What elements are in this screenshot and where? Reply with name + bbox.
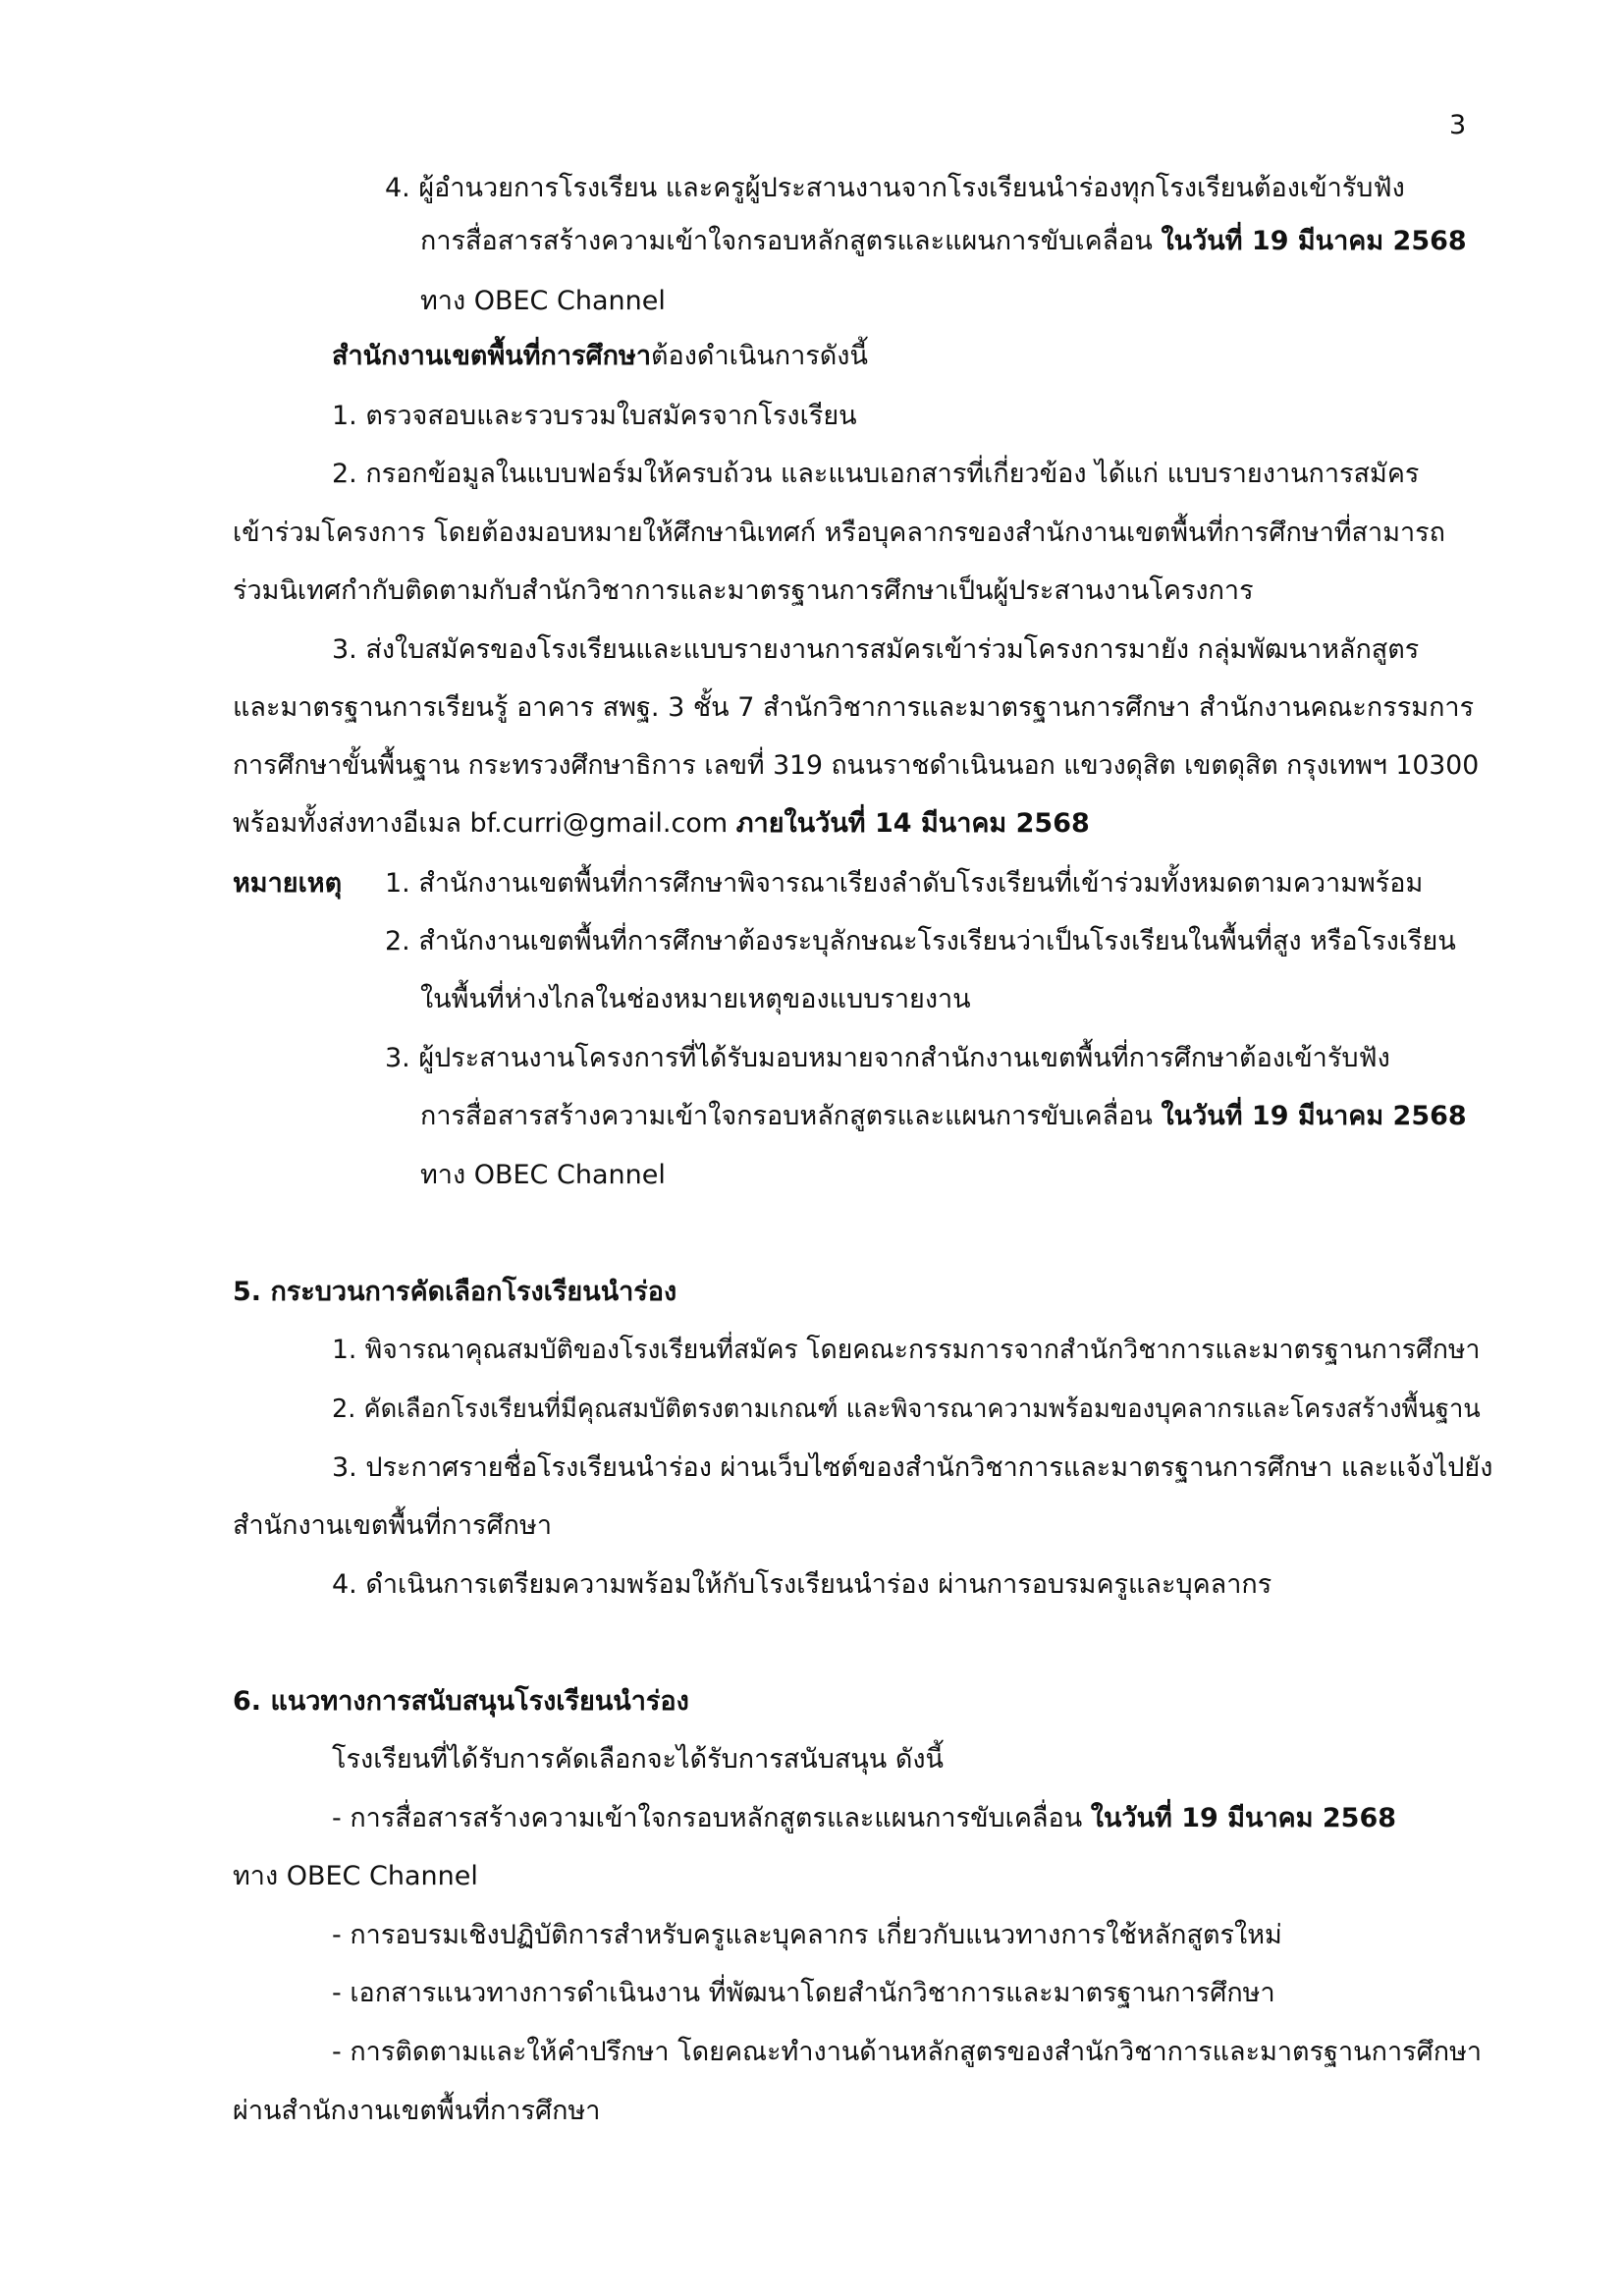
- page-number: 3: [1449, 110, 1467, 140]
- section-6-bullet-4-line-1: - การติดตามและให้คำปรึกษา โดยคณะทำงานด้านหลักสูตรของสำนักวิชาการและมาตรฐานการศึกษา: [332, 2037, 1483, 2067]
- section-6-heading: 6. แนวทางการสนับสนุนโรงเรียนนำร่อง: [233, 1686, 689, 1717]
- section-6-bullet-3: - เอกสารแนวทางการดำเนินงาน ที่พัฒนาโดยสำนักวิชาการและมาตรฐานการศึกษา: [332, 1978, 1275, 2008]
- district-item-1: 1. ตรวจสอบและรวบรวมใบสมัครจากโรงเรียน: [332, 401, 857, 431]
- notes-label: หมายเหตุ: [233, 868, 343, 899]
- note-3-line-3: ทาง OBEC Channel: [420, 1160, 666, 1190]
- note-3-line-1: 3. ผู้ประสานงานโครงการที่ได้รับมอบหมายจากสำนักงานเขตพื้นที่การศึกษาต้องเข้ารับฟัง: [385, 1043, 1390, 1073]
- district-item-2-line-1: 2. กรอกข้อมูลในแบบฟอร์มให้ครบถ้วน และแนบเอกสารที่เกี่ยวข้อง ได้แก่ แบบรายงานการสมัคร: [332, 459, 1420, 489]
- date-emphasis: ในวันที่ 19 มีนาคม 2568: [1090, 1803, 1397, 1833]
- section-6-bullet-2: - การอบรมเชิงปฏิบัติการสำหรับครูและบุคลากร เกี่ยวกับแนวทางการใช้หลักสูตรใหม่: [332, 1920, 1282, 1950]
- district-item-3-line-1: 3. ส่งใบสมัครของโรงเรียนและแบบรายงานการสมัครเข้าร่วมโครงการมายัง กลุ่มพัฒนาหลักสูตร: [332, 634, 1420, 665]
- section-6-intro: โรงเรียนที่ได้รับการคัดเลือกจะได้รับการสนับสนุน ดังนี้: [332, 1744, 945, 1775]
- note-3-line-2: การสื่อสารสร้างความเข้าใจกรอบหลักสูตรและแผนการขับเคลื่อน ในวันที่ 19 มีนาคม 2568: [420, 1101, 1467, 1131]
- section-5-item-3-line-2: สำนักงานเขตพื้นที่การศึกษา: [233, 1510, 552, 1541]
- section-6-bullet-4-line-2: ผ่านสำนักงานเขตพื้นที่การศึกษา: [233, 2096, 601, 2126]
- district-item-3-line-4: พร้อมทั้งส่งทางอีเมล bf.curri@gmail.com ภายในวันที่ 14 มีนาคม 2568: [233, 808, 1090, 839]
- date-emphasis: ในวันที่ 19 มีนาคม 2568: [1161, 226, 1467, 256]
- note-2-line-2: ในพื้นที่ห่างไกลในช่องหมายเหตุของแบบรายงาน: [420, 984, 971, 1014]
- district-item-3-line-3: การศึกษาขั้นพื้นฐาน กระทรวงศึกษาธิการ เลขที่ 319 ถนนราชดำเนินนอก แขวงดุสิต เขตดุสิต กรุงเทพฯ 10300: [233, 750, 1480, 781]
- district-item-2-line-3: ร่วมนิเทศกำกับติดตามกับสำนักวิชาการและมาตรฐานการศึกษาเป็นผู้ประสานงานโครงการ: [233, 575, 1254, 606]
- section-5-item-1: 1. พิจารณาคุณสมบัติของโรงเรียนที่สมัคร โดยคณะกรรมการจากสำนักวิชาการและมาตรฐานการศึกษา: [332, 1335, 1481, 1365]
- district-item-3-line-2: และมาตรฐานการเรียนรู้ อาคาร สพฐ. 3 ชั้น 7 สำนักวิชาการและมาตรฐานการศึกษา สำนักงานคณะกรรมการ: [233, 692, 1475, 723]
- section-5-heading: 5. กระบวนการคัดเลือกโรงเรียนนำร่อง: [233, 1277, 677, 1307]
- district-item-2-line-2: เข้าร่วมโครงการ โดยต้องมอบหมายให้ศึกษานิเทศก์ หรือบุคลากรของสำนักงานเขตพื้นที่การศึกษาที่สามารถ: [233, 518, 1445, 548]
- section-6-bullet-1-line-1: - การสื่อสารสร้างความเข้าใจกรอบหลักสูตรและแผนการขับเคลื่อน ในวันที่ 19 มีนาคม 2568: [332, 1803, 1397, 1833]
- note-1: 1. สำนักงานเขตพื้นที่การศึกษาพิจารณาเรียงลำดับโรงเรียนที่เข้าร่วมทั้งหมดตามความพร้อม: [385, 868, 1424, 899]
- schools-item-4-line-2: การสื่อสารสร้างความเข้าใจกรอบหลักสูตรและแผนการขับเคลื่อน ในวันที่ 19 มีนาคม 2568: [420, 226, 1467, 256]
- date-emphasis: ในวันที่ 19 มีนาคม 2568: [1161, 1101, 1467, 1131]
- section-5-item-3-line-1: 3. ประกาศรายชื่อโรงเรียนนำร่อง ผ่านเว็บไซต์ของสำนักวิชาการและมาตรฐานการศึกษา และแจ้งไปยัง: [332, 1452, 1493, 1483]
- section-6-bullet-1-line-2: ทาง OBEC Channel: [233, 1861, 478, 1891]
- district-office-heading: สำนักงานเขตพื้นที่การศึกษาต้องดำเนินการดังนี้: [332, 341, 868, 371]
- section-5-item-2: 2. คัดเลือกโรงเรียนที่มีคุณสมบัติตรงตามเกณฑ์ และพิจารณาความพร้อมของบุคลากรและโครงสร้างพื้นฐาน: [332, 1394, 1481, 1424]
- schools-item-4-line-1: 4. ผู้อำนวยการโรงเรียน และครูผู้ประสานงานจากโรงเรียนนำร่องทุกโรงเรียนต้องเข้ารับฟัง: [385, 173, 1405, 203]
- note-2-line-1: 2. สำนักงานเขตพื้นที่การศึกษาต้องระบุลักษณะโรงเรียนว่าเป็นโรงเรียนในพื้นที่สูง หรือโรงเรียน: [385, 926, 1456, 957]
- deadline-emphasis: ภายในวันที่ 14 มีนาคม 2568: [735, 808, 1090, 839]
- section-5-item-4: 4. ดำเนินการเตรียมความพร้อมให้กับโรงเรียนนำร่อง ผ่านการอบรมครูและบุคลากร: [332, 1569, 1272, 1600]
- schools-item-4-line-3: ทาง OBEC Channel: [420, 286, 666, 316]
